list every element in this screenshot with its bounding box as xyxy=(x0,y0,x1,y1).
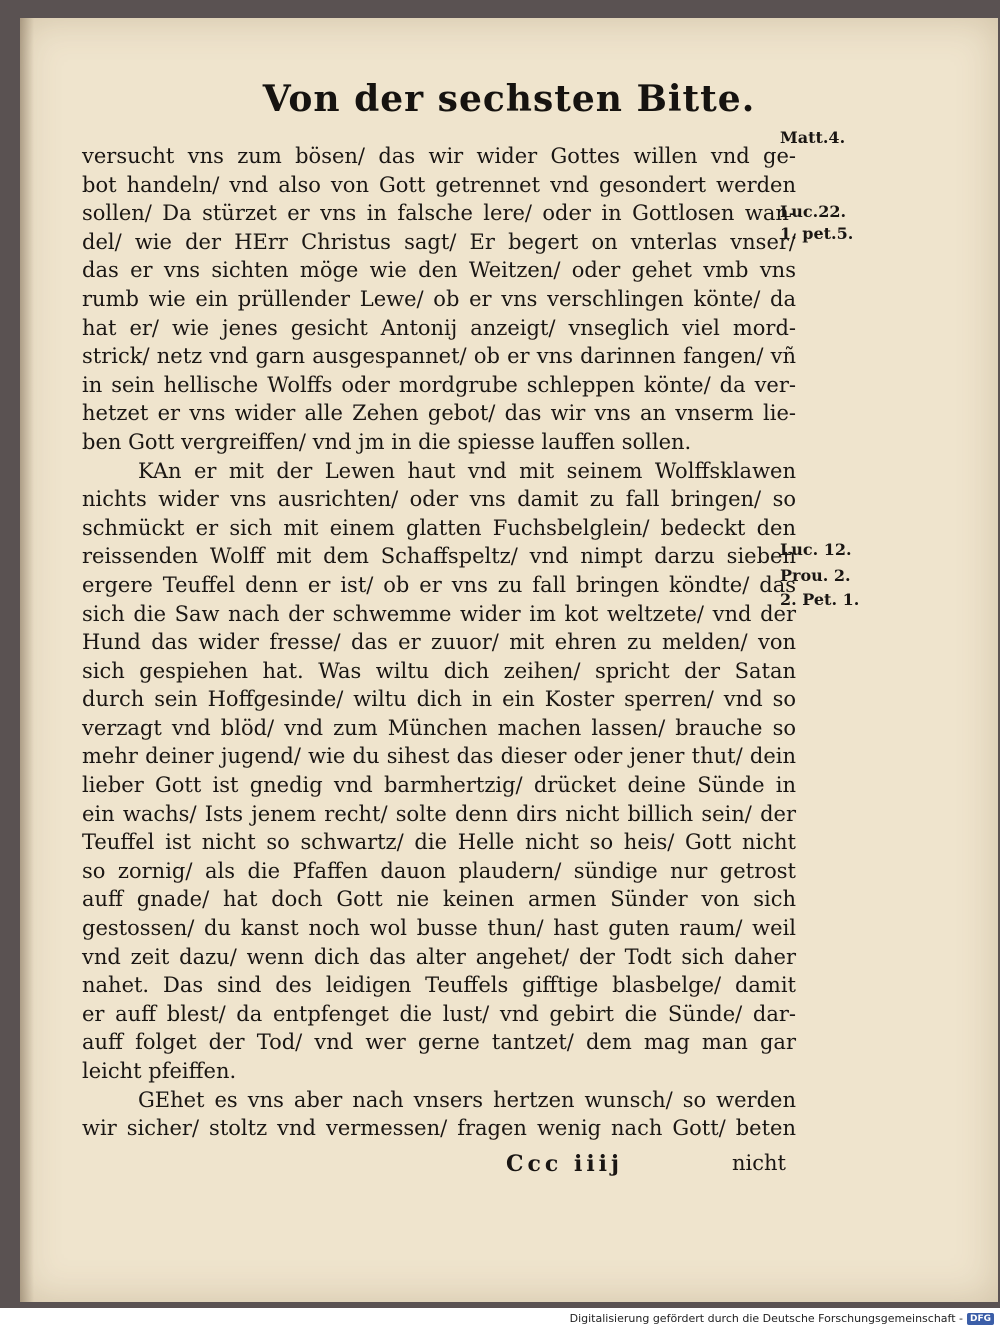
marginal-note: Luc. 12. xyxy=(780,540,852,559)
signature-mark: Ccc iiij xyxy=(506,1151,623,1177)
text-line: sich gespiehen hat. Was wiltu dich zeihen/ spricht der Satan xyxy=(82,658,796,683)
text-line: Hund das wider fresse/ das er zuuor/ mit ehren zu melden/ von xyxy=(82,630,796,655)
footer-credit-text: Digitalisierung gefördert durch die Deutsche Forschungsgemeinschaft - xyxy=(569,1312,963,1325)
text-line: bot handeln/ vnd also von Gott getrennet vnd gesondert werden xyxy=(82,172,796,197)
text-line: nahet. Das sind des leidigen Teuffels gifftige blasbelge/ damit xyxy=(82,973,796,998)
text-line: Teuffel ist nicht so schwartz/ die Helle nicht so heis/ Gott nicht xyxy=(82,830,796,855)
text-line: ergere Teuffel denn er ist/ ob er vns zu fall bringen köndte/ das xyxy=(82,572,796,597)
text-line: leicht pfeiffen. xyxy=(82,1059,237,1083)
text-line: durch sein Hoffgesinde/ wiltu dich in ein Koster sperren/ vnd so xyxy=(82,687,796,712)
text-line: auff folget der Tod/ vnd wer gerne tantzet/ dem mag man gar xyxy=(82,1030,796,1055)
body-text xyxy=(82,142,796,1143)
text-line: sich die Saw nach der schwemme wider im kot weltzete/ vnd der xyxy=(82,601,796,626)
marginal-note: Matt.4. xyxy=(780,128,846,147)
text-line: auff gnade/ hat doch Gott nie keinen armen Sünder von sich xyxy=(82,887,796,912)
text-line: sollen/ Da stürzet er vns in falsche lere/ oder in Gottlosen wan- xyxy=(82,201,796,226)
marginal-note: 2. Pet. 1. xyxy=(780,590,860,609)
text-line: strick/ netz vnd garn ausgespannet/ ob er vns darinnen fangen/ vñ xyxy=(82,344,796,369)
text-line: ein wachs/ Ists jenem recht/ solte denn dirs nicht billich sein/ der xyxy=(82,801,796,826)
dfg-logo[interactable]: DFG xyxy=(967,1313,994,1325)
text-line: schmückt er sich mit einem glatten Fuchsbelglein/ bedeckt den xyxy=(82,515,796,540)
text-line: nichts wider vns ausrichten/ oder vns damit zu fall bringen/ so xyxy=(82,487,796,512)
text-line: verzagt vnd blöd/ vnd zum München machen lassen/ brauche so xyxy=(82,715,796,740)
text-line: ben Gott vergreiffen/ vnd jm in die spiesse lauffen sollen. xyxy=(82,429,692,454)
text-line: reissenden Wolff mit dem Schaffspeltz/ vnd nimpt darzu sieben xyxy=(82,544,796,569)
text-line: hetzet er vns wider alle Zehen gebot/ das wir vns an vnserm lie- xyxy=(82,401,796,426)
text-line: rumb wie ein prüllender Lewe/ ob er vns verschlingen könte/ da xyxy=(82,286,796,311)
catchword: nicht xyxy=(732,1151,786,1175)
text-line: lieber Gott ist gnedig vnd barmhertzig/ drücket deine Sünde in xyxy=(82,773,796,798)
book-page xyxy=(20,18,998,1302)
text-line: gestossen/ du kanst noch wol busse thun/ hast guten raum/ weil xyxy=(82,916,796,941)
footer-credit xyxy=(570,1312,994,1325)
text-line: vnd zeit dazu/ wenn dich das alter angehet/ der Todt sich daher xyxy=(82,944,796,969)
running-title: Von der sechsten Bitte. xyxy=(262,78,756,120)
marginal-note: Prou. 2. xyxy=(780,566,851,585)
text-line: versucht vns zum bösen/ das wir wider Gottes willen vnd ge- xyxy=(82,144,796,168)
text-line: in sein hellische Wolffs oder mordgrube schleppen könte/ da ver- xyxy=(82,372,796,397)
text-line: wir sicher/ stoltz vnd vermessen/ fragen wenig nach Gott/ beten xyxy=(82,1116,796,1141)
paragraph-start-line: GEhet es vns aber nach vnsers hertzen wunsch/ so werden xyxy=(138,1087,796,1112)
text-line: del/ wie der HErr Christus sagt/ Er begert on vnterlas vnser/ xyxy=(82,229,796,254)
text-line: mehr deiner jugend/ wie du sihest das dieser oder jener thut/ dein xyxy=(82,744,796,769)
marginal-note: 1. pet.5. xyxy=(780,224,854,243)
text-line: das er vns sichten möge wie den Weitzen/ oder gehet vmb vns xyxy=(82,258,796,283)
text-line: hat er/ wie jenes gesicht Antonij anzeigt/ vnseglich viel mord- xyxy=(82,315,796,340)
text-line: er auff blest/ da entpfenget die lust/ vnd gebirt die Sünde/ dar- xyxy=(82,1001,796,1026)
paragraph-start-line: KAn er mit der Lewen haut vnd mit seinem Wolffsklawen xyxy=(138,458,796,483)
text-line: so zornig/ als die Pfaffen dauon plaudern/ sündige nur getrost xyxy=(82,858,796,883)
marginal-note: Luc.22. xyxy=(780,202,847,221)
